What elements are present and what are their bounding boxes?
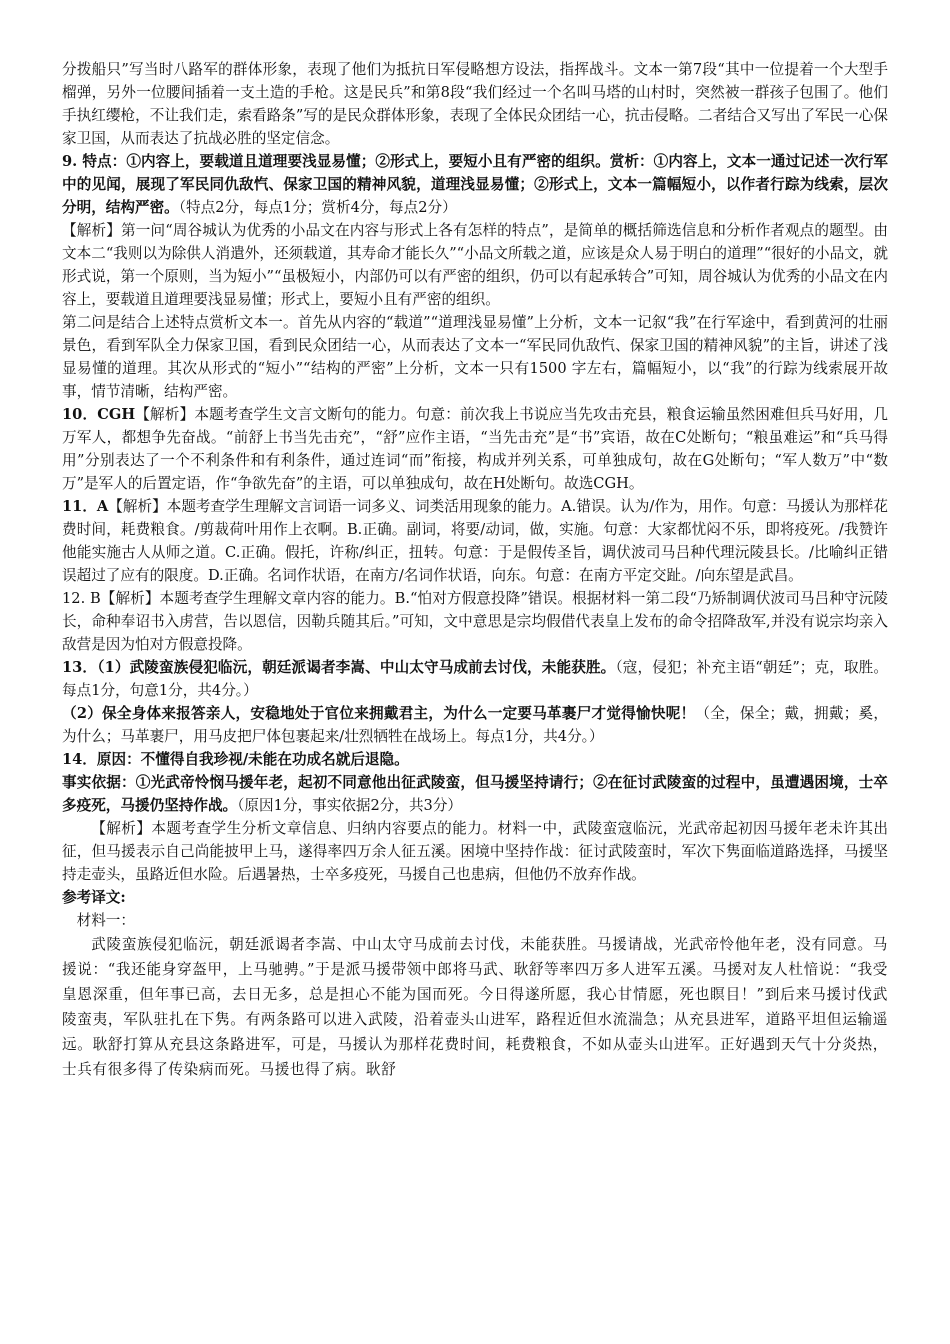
translation-text: 武陵蛮族侵犯临沅，朝廷派谒者李嵩、中山太守马成前去讨伐，未能获胜。马援请战，光武帝怜他年老，没有同意。马援说：“我还能身穿盔甲，上马驰骋。”于是派马援带领中郎将马武、耿舒等率四万多人进军五溪。马援对友人杜愔说：“我受皇恩深重，但年事已高，去日无多，总是担心不能为国而死。今日得遂所愿，我心甘情愿，死也瞑目！”到后来马援讨伐武陵蛮夷，军队驻扎在下隽。有两条路可以进入武陵，沿着壶头山进军，路程近但水流湍急；从充县进军，道路平坦但运输遥远。耿舒打算从充县这条路进军，可是，马援认为那样花费时间，耗费粮食，不如从壶头山进军。正好遇到天气十分炎热，士兵有很多得了传染病而死。马援也得了病。耿舒 bbox=[62, 936, 888, 1078]
q9-answer-bold: 9. 特点：①内容上，要载道且道理要浅显易懂；②形式上，要短小且有严密的组织。赏析：①内容上，文本一通过记述一次行军中的见闻，展现了军民同仇敌忾、保家卫国的精神风貌，道理浅显易懂；②形式上，文本一篇幅短小，以作者行踪为线索，层次分明，结构严密。 bbox=[62, 153, 888, 216]
q11-label: 11．A bbox=[62, 498, 109, 515]
q11-answer bbox=[62, 495, 888, 587]
q10-label: 10．CGH bbox=[62, 406, 136, 423]
q14-facts bbox=[62, 771, 888, 817]
material-1-label: 材料一： bbox=[76, 912, 135, 929]
q13-2-note: （全，保全；戴，拥戴；奚，为什么；马革裹尸，用马皮把尸体包裹起来/壮烈牺牲在战场上。每点1分，共4分。） bbox=[62, 705, 888, 745]
reference-translation-heading: 参考译文: bbox=[62, 889, 126, 906]
q11-analysis: 【解析】本题考查学生理解文言词语一词多义、词类活用现象的能力。A.错误。认为/作为，用作。句意：马援认为那样花费时间，耗费粮食。/剪裁荷叶用作上衣啊。B.正确。副词，将要/动词，做，实施。句意：大家都忧闷不乐，即将疫死。/我赞许他能实施古人从师之道。C.正确。假托，许称/纠正，扭转。句意：于是假传圣旨，调伏波司马吕种代理沅陵县长。/比喻纠正错误超过了应有的限度。D.正确。名词作状语，在南方/名词作状语，向东。句意：在南方平定交趾。/向东望是武昌。 bbox=[62, 498, 888, 584]
q13-1-answer bbox=[62, 656, 888, 702]
q10-answer bbox=[62, 403, 888, 495]
q14-analysis: 【解析】本题考查学生分析文章信息、归纳内容要点的能力。材料一中，武陵蛮寇临沅，光武帝起初因马援年老未许其出征，但马援表示自己尚能披甲上马，遂得率四万余人征五溪。困境中坚持作战：征讨武陵蛮时，军次下隽面临道路选择，马援坚持走壶头，虽路近但水险。后遇暑热，士卒多疫死，马援自己也患病，但他仍不放弃作战。 bbox=[62, 820, 888, 883]
q13-2-bold: （2）保全身体来报答亲人，安稳地处于官位来拥戴君主，为什么一定要马革裹尸才觉得愉快呢！ bbox=[62, 705, 696, 722]
q13-1-bold: 13．（1）武陵蛮族侵犯临沅，朝廷派谒者李嵩、中山太守马成前去讨伐，未能获胜。 bbox=[62, 659, 616, 676]
q9-answer bbox=[62, 150, 888, 219]
q10-analysis: 【解析】本题考查学生文言文断句的能力。句意：前次我上书说应当先攻击充县，粮食运输虽然困难但兵马好用，几万军人，都想争先奋战。“前舒上书当先击充”，“舒”应作主语，“当先击充”是“书”宾语，故在C处断句；“粮虽难运”和“兵马得用”分别表达了一个不利条件和有利条件，通过连词“而”衔接，构成并列关系，可单独成句，故在G处断句；“军人数万”中“数万”是军人的后置定语，作“争欲先奋”的主语，可以单独成句，故在H处断句。故选CGH。 bbox=[62, 406, 888, 492]
paragraph-continuation: 分拨船只”写当时八路军的群体形象，表现了他们为抵抗日军侵略想方设法，指挥战斗。文本一第7段“其中一位提着一个大型手榴弹，另外一位腰间插着一支土造的手枪。这是民兵”和第8段“我们经过一个名叫马塔的山村时，突然被一群孩子包围了。他们手执红缨枪，不让我们走，索看路条”写的是民众群体形象，表现了全体民众团结一心，抗击侵略。二者结合又写出了军民一心保家卫国，从而表达了抗战必胜的坚定信念。 bbox=[62, 61, 888, 147]
q14-answer: 14．原因：不懂得自我珍视/未能在功成名就后退隐。 bbox=[62, 751, 409, 768]
q13-2-answer bbox=[62, 702, 888, 748]
q14-facts-note: （原因1分，事实依据2分，共3分） bbox=[237, 797, 463, 814]
q9-score-note: （特点2分，每点1分；赏析4分，每点2分） bbox=[178, 199, 457, 216]
q14-facts-bold: 事实依据：①光武帝怜悯马援年老，起初不同意他出征武陵蛮，但马援坚持请行；②在征讨武陵蛮的过程中，虽遭遇困境，士卒多疫死，马援仍坚持作战。 bbox=[62, 774, 888, 814]
q9-analysis-2: 第二问是结合上述特点赏析文本一。首先从内容的“载道”“道理浅显易懂”上分析，文本一记叙“我”在行军途中，看到黄河的壮丽景色，看到军队全力保家卫国，看到民众团结一心，从而表达了文本一“军民同仇敌忾、保家卫国的精神风貌”的主旨，讲述了浅显易懂的道理。其次从形式的“短小”“结构的严密”上分析，文本一只有1500 字左右，篇幅短小，以“我”的行踪为线索展开故事，情节清晰，结构严密。 bbox=[62, 314, 888, 400]
q9-analysis-1: 【解析】第一问“周谷城认为优秀的小品文在内容与形式上各有怎样的特点”，是简单的概括筛选信息和分析作者观点的题型。由文本二“我则以为除供人消遣外，还须载道，其寿命才能长久”“小品文所载之道，应该是众人易于明白的道理”“很好的小品文，就形式说，第一个原则，当为短小”“虽极短小，内部仍可以有严密的组织，仍可以有起承转合”可知，周谷城认为优秀的小品文在内容上，要载道且道理要浅显易懂；形式上，要短小且有严密的组织。 bbox=[62, 222, 888, 308]
q12-answer: 12. B【解析】本题考查学生理解文章内容的能力。B.“怕对方假意投降”错误。根据材料一第二段“乃矫制调伏波司马吕种守沅陵长，命种奉诏书入虏营，告以恩信，因勒兵随其后。”可知，文中意思是宗均假借代表皇上发布的命令招降敌军,并没有说宗均亲入敌营是因为怕对方假意投降。 bbox=[62, 590, 888, 653]
q13-1-note: （寇，侵犯；补充主语“朝廷”；克，取胜。每点1分，句意1分，共4分。） bbox=[62, 659, 888, 699]
